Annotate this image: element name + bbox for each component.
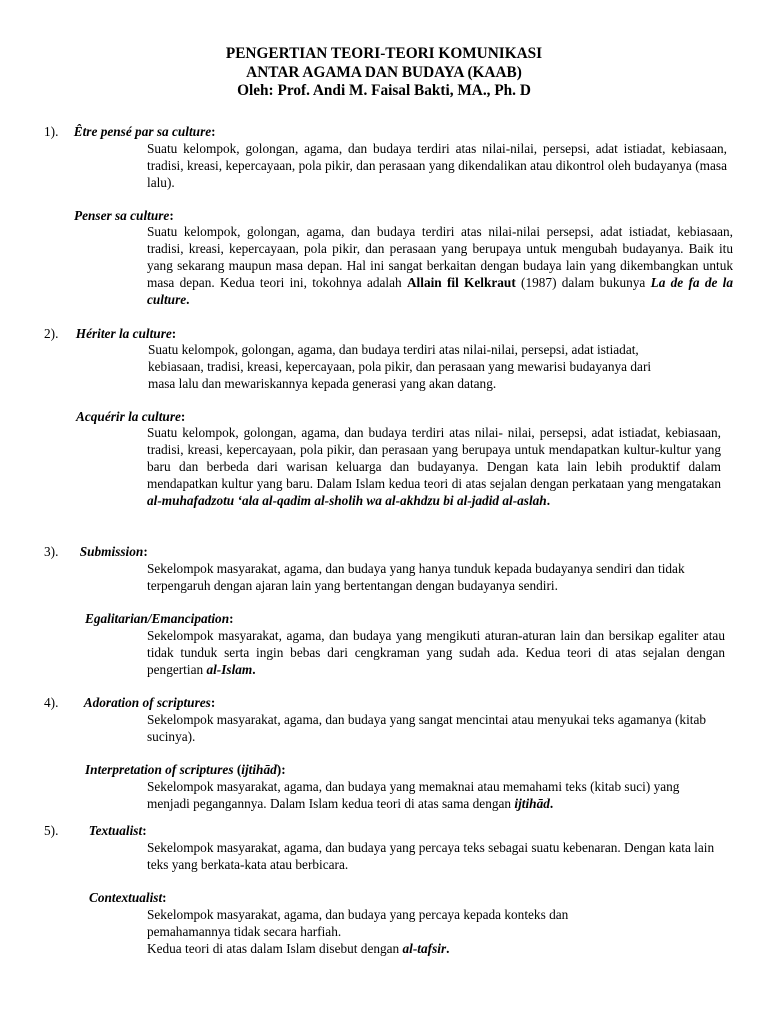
term-definition: Suatu kelompok, golongan, agama, dan budaya terdiri atas nilai- nilai, persepsi, adat istiadat, kebiasaan, tradisi, kreasi, kepercayaan, pola pikir, dan perasaan yang berupaya untuk mendapatkan kultur-kultur yang baru dan berbeda dari warisan keluarga dan budayanya. Dengan kata lain lebih produktif dalam mendapatkan kultur yang baru. Dalam Islam kedua teori di atas sejalan dengan perkataan yang mengatakan al-muhafadzotu ‘ala al-qadim al-sholih wa al-akhdzu bi al-jadid al-aslah.	[147, 425, 721, 508]
term-conclusion: Kedua teori di atas dalam Islam disebut dengan al-tafsir.	[147, 941, 450, 956]
term-definition: Suatu kelompok, golongan, agama, dan budaya terdiri atas nilai-nilai, persepsi, adat istiadat, kebiasaan, tradisi, kreasi, kepercayaan, pola pikir, dan perasaan yang dikendalikan atau dikontrol oleh budayanya (masa lalu).	[147, 141, 727, 190]
section-5-heading: 5). Textualist:	[44, 823, 147, 838]
term-heading: Acquérir la culture:	[76, 409, 186, 424]
title-author: Oleh: Prof. Andi M. Faisal Bakti, MA., Ph. D	[237, 82, 531, 99]
term-reference: al-tafsir	[402, 941, 447, 956]
term: Acquérir la culture	[76, 409, 181, 424]
term-definition: Sekelompok masyarakat, agama, dan budaya yang percaya kepada konteks dan pemahamannya tidak secara harfiah.	[147, 907, 569, 939]
term-definition: Sekelompok masyarakat, agama, dan budaya yang mengikuti aturan-aturan lain dan bersikap egaliter atau tidak tunduk serta ingin bebas dari cengkraman yang sudah ada. Kedua teori di atas sejalan dengan pengertian al-Islam.	[147, 628, 725, 677]
term-definition: Sekelompok masyarakat, agama, dan budaya yang memaknai atau memahami teks (kitab suci) yang menjadi pegangannya. Dalam Islam kedua teori di atas sama dengan ijtihād.	[147, 779, 680, 811]
term-heading: Penser sa culture:	[74, 208, 174, 223]
term-heading: Egalitarian/Emancipation:	[85, 611, 234, 626]
section-4-heading: 4). Adoration of scriptures:	[44, 695, 216, 710]
section-1-heading: 1). Être pensé par sa culture:	[44, 124, 216, 139]
term: Adoration of scriptures	[83, 695, 211, 710]
arabic-phrase: al-muhafadzotu ‘ala al-qadim al-sholih wa al-akhdzu bi al-jadid al-aslah	[147, 493, 547, 508]
term: Être pensé par sa culture	[73, 124, 212, 139]
term-definition: Suatu kelompok, golongan, agama, dan budaya terdiri atas nilai-nilai, persepsi, adat istiadat, kebiasaan, tradisi, kreasi, kepercayaan, pola pikir, dan perasaan yang mewarisi budayanya dari masa lalu dan mewariskannya kepada generasi yang akan datang.	[148, 342, 652, 391]
term-definition: Sekelompok masyarakat, agama, dan budaya yang percaya teks sebagai suatu kebenaran. Dengan kata lain teks yang berkata-kata atau berbicara.	[147, 840, 715, 872]
term: Submission	[79, 544, 144, 559]
section-number: 3).	[44, 544, 59, 559]
term: Penser sa culture	[74, 208, 170, 223]
term-definition: Sekelompok masyarakat, agama, dan budaya yang sangat mencintai atau menyukai teks agamanya (kitab sucinya).	[147, 712, 707, 744]
term-definition: Suatu kelompok, golongan, agama, dan budaya terdiri atas nilai-nilai persepsi, adat istiadat, kebiasaan, tradisi, kreasi, kepercayaan, pola pikir, dan perasaan yang berupaya untuk mengubah budayanya. Baik itu yang sekarang maupun masa depan. Hal ini sangat berkaitan dengan budaya lain yang dikembangkan untuk masa depan. Kedua teori ini, tokohnya adalah Allain fil Kelkraut (1987) dalam bukunya La de fa de la culture.	[147, 224, 734, 307]
term-reference: ijtihād	[241, 762, 277, 777]
term-definition: Sekelompok masyarakat, agama, dan budaya yang hanya tunduk kepada budayanya sendiri dan tidak terpengaruh dengan ajaran lain yang bertentangan dengan budayanya sendiri.	[147, 561, 685, 593]
title-line-1: PENGERTIAN TEORI-TEORI KOMUNIKASI	[225, 45, 543, 62]
title-line-2: ANTAR AGAMA DAN BUDAYA (KAAB)	[246, 63, 522, 81]
section-number: 5).	[44, 823, 59, 838]
term: Egalitarian/Emancipation	[85, 611, 230, 626]
book-title: La de fa de la culture	[147, 275, 734, 307]
term: Hériter la culture	[75, 326, 172, 341]
author-name: Allain fil Kelkraut	[406, 275, 516, 290]
term-heading: Interpretation of scriptures (ijtihād):	[85, 762, 286, 777]
term: Textualist	[88, 823, 143, 838]
term-heading: Contextualist:	[89, 890, 167, 905]
document-title	[0, 45, 768, 101]
term: Contextualist	[89, 890, 163, 905]
section-number: 2).	[44, 326, 59, 341]
section-number: 4).	[44, 695, 59, 710]
section-2-heading: 2). Hériter la culture:	[44, 326, 177, 341]
term: Interpretation of scriptures	[85, 762, 234, 777]
term-reference: ijtihād	[514, 796, 550, 811]
section-3-heading: 3). Submission:	[44, 544, 148, 559]
section-number: 1).	[44, 124, 59, 139]
term-reference: al-Islam	[206, 662, 253, 677]
